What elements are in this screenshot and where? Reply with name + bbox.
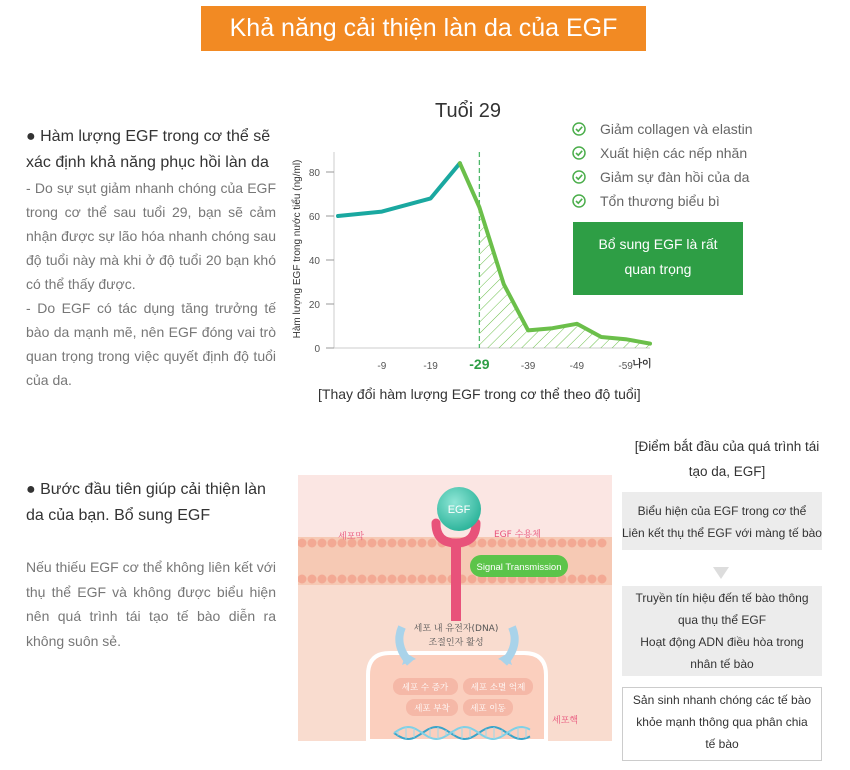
lipid-head <box>428 575 437 584</box>
flow-title <box>622 434 832 484</box>
lipid-head <box>388 575 397 584</box>
check-circle-icon <box>572 194 586 208</box>
section2-heading: ● Bước đầu tiên giúp cải thiện làn da của bạn. Bổ sung EGF <box>26 481 266 524</box>
flow-step-1-line1: Biểu hiện của EGF trong cơ thể <box>637 504 807 518</box>
signal-transmission-label: Signal Transmission <box>476 562 562 573</box>
tag-apoptosis-inhibit: 세포 소멸 억제 <box>470 683 526 693</box>
lipid-head <box>378 539 387 548</box>
flow-title-line1: [Điểm bắt đầu của quá trình tái <box>634 439 820 454</box>
flow-step-2-line4: nhân tế bào <box>690 657 754 671</box>
lipid-head <box>558 539 567 548</box>
flow-down-arrow-icon <box>713 567 729 579</box>
tag-cell-migration: 세포 이동 <box>470 704 506 714</box>
checklist-item <box>572 141 753 165</box>
x-tick-label: -9 <box>377 361 387 372</box>
chart-title: Tuổi 29 <box>435 100 501 122</box>
check-circle-icon <box>572 122 586 136</box>
cell-diagram-illustration <box>298 475 612 741</box>
egf-cell-diagram <box>298 475 612 741</box>
check-circle-icon <box>572 170 586 184</box>
lipid-head <box>398 539 407 548</box>
lipid-head <box>568 575 577 584</box>
lipid-head <box>598 539 607 548</box>
egf-line-before-29 <box>338 163 460 216</box>
section1-para1: - Do sự sụt giảm nhanh chóng của EGF trong cơ thể sau tuổi 29, bạn sẽ cảm nhận được sự lão hóa nhanh chóng sau độ tuổi này mà khi ở độ tuổi 20 bạn khó có thể thấy được. <box>26 180 276 292</box>
lipid-head <box>308 539 317 548</box>
section1-text <box>26 124 276 392</box>
checklist-item <box>572 189 753 213</box>
lipid-head <box>368 575 377 584</box>
x-tick-label: -49 <box>569 361 585 372</box>
lipid-head <box>388 539 397 548</box>
checklist-item <box>572 165 753 189</box>
checklist-label: Tổn thương biểu bì <box>600 193 720 209</box>
y-tick-label: 40 <box>308 256 320 267</box>
flow-step-3-line2: khỏe mạnh thông qua phân chia <box>636 715 808 729</box>
lipid-head <box>548 539 557 548</box>
lipid-head <box>408 575 417 584</box>
lipid-head <box>438 575 447 584</box>
lipid-head <box>478 539 487 548</box>
receptor-label: EGF 수용체 <box>494 530 541 540</box>
green-box-line2: quan trọng <box>624 261 692 277</box>
lipid-head <box>428 539 437 548</box>
x-tick-label: -39 <box>520 361 536 372</box>
lipid-head <box>588 539 597 548</box>
checklist-label: Xuất hiện các nếp nhăn <box>600 145 748 161</box>
lipid-head <box>408 539 417 548</box>
lipid-head <box>368 539 377 548</box>
section2-text <box>26 477 276 653</box>
lipid-head <box>318 539 327 548</box>
y-tick-label: 20 <box>308 300 320 311</box>
flow-step-1-line2: Liên kết thụ thể EGF với màng tế bào <box>622 526 822 540</box>
flow-step-2-line2: qua thụ thể EGF <box>677 613 767 627</box>
y-axis-label: Hàm lượng EGF trong nước tiểu (ng/ml) <box>292 159 303 339</box>
lipid-head <box>578 539 587 548</box>
lipid-head <box>588 575 597 584</box>
y-tick-label: 60 <box>308 212 320 223</box>
egf-label: EGF <box>447 504 471 516</box>
x-tick-label: -19 <box>423 361 438 372</box>
lipid-head <box>568 539 577 548</box>
lipid-head <box>308 575 317 584</box>
y-tick-label: 0 <box>314 344 320 355</box>
check-circle-icon <box>572 146 586 160</box>
nucleus-label: 세포핵 <box>552 716 579 726</box>
y-tick-label: 80 <box>308 168 320 179</box>
dna-label-line2: 조절인자 활성 <box>428 638 484 648</box>
section2-para: Nếu thiếu EGF cơ thể không liên kết với thụ thể EGF và không được biểu hiện nên quá trình tái tạo tế bào diễn ra không suôn sẻ. <box>26 559 276 649</box>
x-axis-label: 나이 <box>632 359 652 370</box>
egf-important-box <box>573 222 743 295</box>
flow-step-3-line3: tế bào <box>705 737 739 751</box>
chart-caption: [Thay đổi hàm lượng EGF trong cơ thể theo độ tuổi] <box>318 386 641 402</box>
flow-step-2 <box>622 586 822 676</box>
membrane-label: 세포막 <box>338 532 365 542</box>
checklist-label: Giảm collagen và elastin <box>600 121 753 137</box>
lipid-head <box>468 575 477 584</box>
lipid-head <box>358 575 367 584</box>
checklist-label: Giảm sự đàn hồi của da <box>600 169 750 185</box>
checklist-item <box>572 117 753 141</box>
lipid-head <box>348 575 357 584</box>
lipid-head <box>418 575 427 584</box>
page-title-banner: Khả năng cải thiện làn da của EGF <box>201 6 646 51</box>
section1-heading: ● Hàm lượng EGF trong cơ thể sẽ xác định khả năng phục hồi làn da <box>26 128 271 171</box>
flow-step-3 <box>622 687 822 761</box>
green-box-line1: Bổ sung EGF là rất <box>598 236 718 252</box>
lipid-head <box>598 575 607 584</box>
lipid-head <box>418 539 427 548</box>
x-tick-label: -59 <box>618 361 633 372</box>
lipid-head <box>318 575 327 584</box>
tag-cell-increase: 세포 수 증가 <box>401 683 449 693</box>
lipid-head <box>398 575 407 584</box>
flow-step-3-line1: Sản sinh nhanh chóng các tế bào <box>632 693 812 707</box>
x-tick-label: -29 <box>469 356 490 372</box>
tag-cell-adhesion: 세포 부착 <box>414 704 450 714</box>
lipid-head <box>578 575 587 584</box>
flow-title-line2: tạo da, EGF] <box>688 464 766 479</box>
lipid-head <box>328 575 337 584</box>
lipid-head <box>338 575 347 584</box>
symptom-checklist <box>572 117 753 213</box>
flow-step-2-line3: Hoạt động ADN điều hòa trong <box>640 635 804 649</box>
lipid-head <box>378 575 387 584</box>
section1-para2: - Do EGF có tác dụng tăng trưởng tế bào da mạnh mẽ, nên EGF đóng vai trò quan trọng trong việc quyết định độ tuổi của da. <box>26 300 276 388</box>
lipid-head <box>328 539 337 548</box>
flow-step-2-line1: Truyền tín hiệu đến tế bào thông <box>635 591 809 605</box>
flow-step-1 <box>622 492 822 550</box>
dna-label-line1: 세포 내 유전자(DNA) <box>413 624 499 634</box>
